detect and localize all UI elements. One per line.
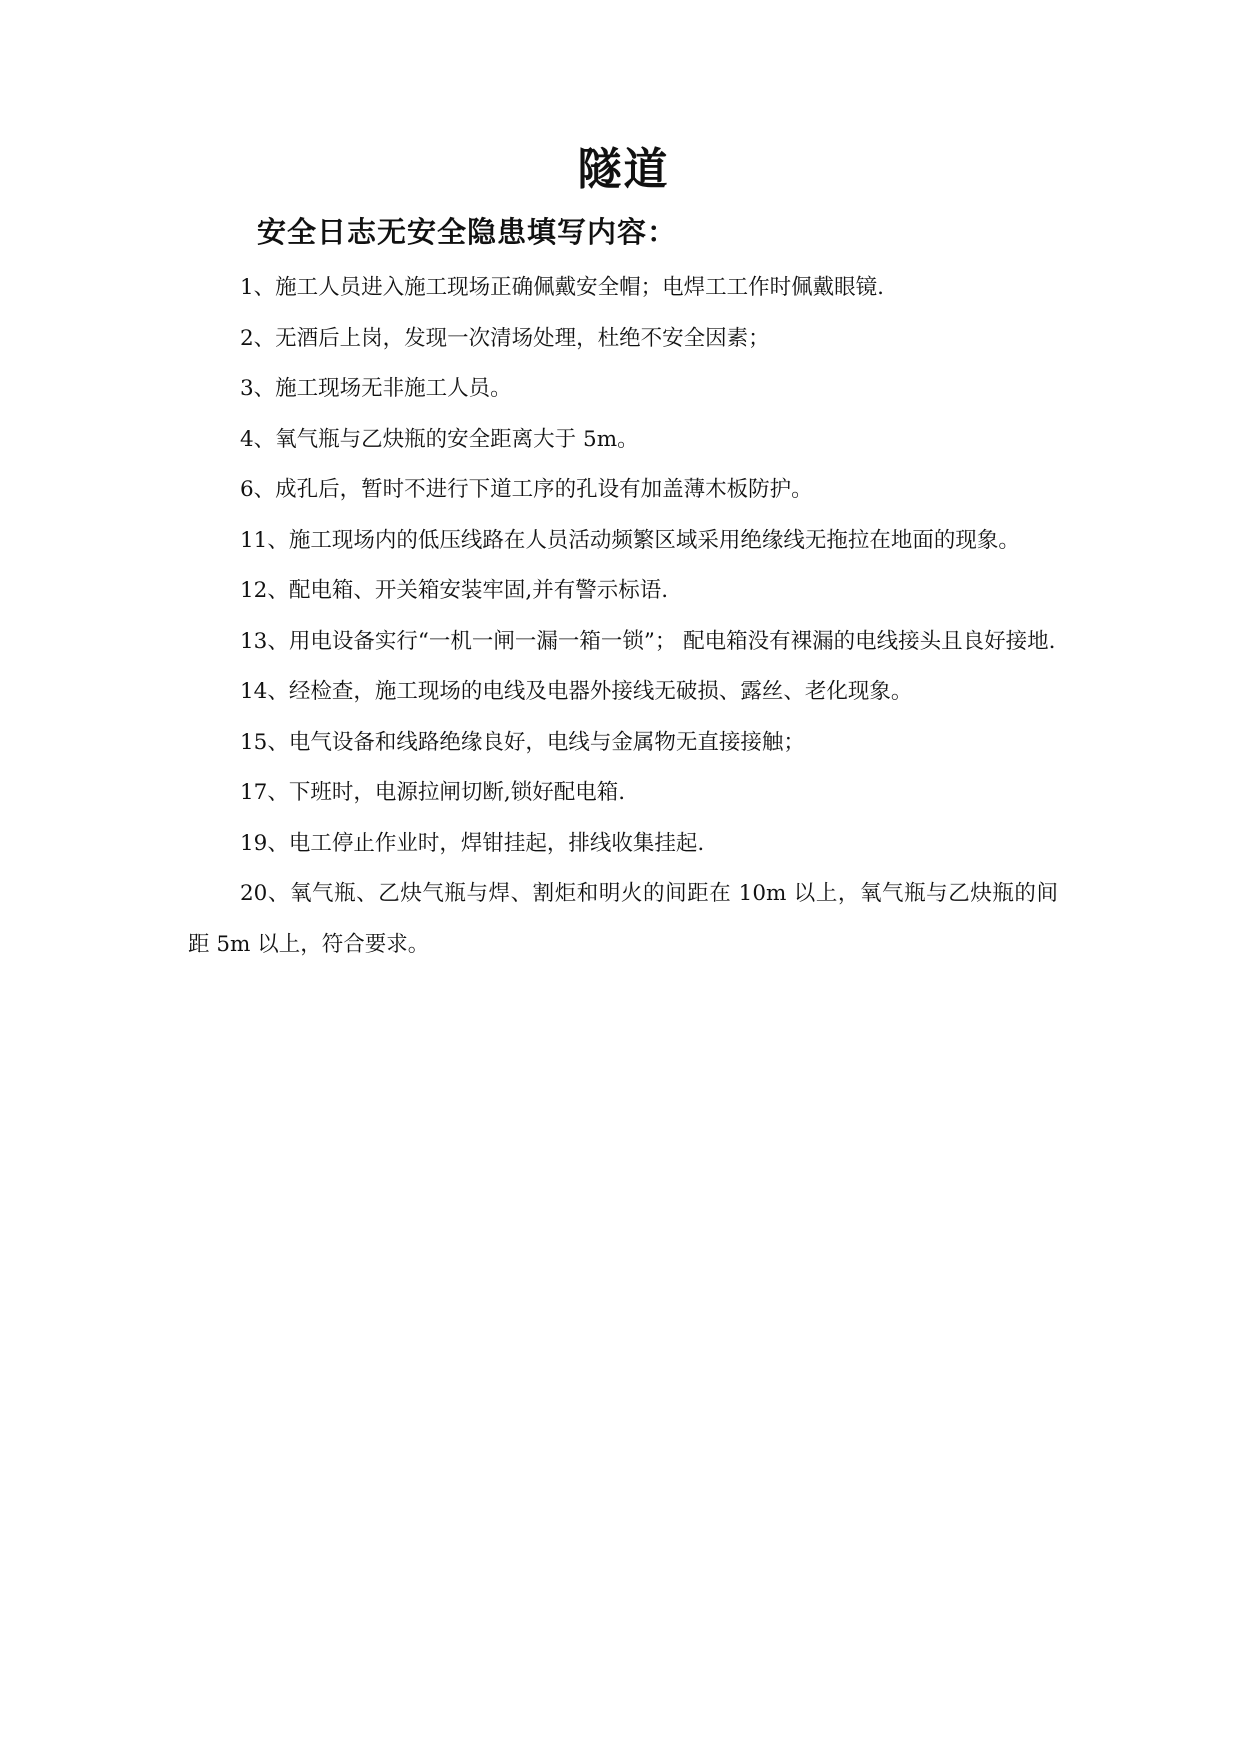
list-item: 13、用电设备实行“一机一闸一漏一箱一锁”； 配电箱没有裸漏的电线接头且良好接地.: [240, 628, 1056, 654]
list-item: 1、施工人员进入施工现场正确佩戴安全帽；电焊工工作时佩戴眼镜.: [240, 275, 885, 300]
list-item: 3、施工现场无非施工人员。: [240, 376, 512, 401]
document-title: [0, 142, 1241, 198]
list-item: 20、氧气瓶、乙炔气瓶与焊、割炬和明火的间距在 10m 以上，氧气瓶与乙炔瓶的间距 5m 以上，符合要求。: [188, 881, 1058, 957]
list-item: 15、电气设备和线路绝缘良好，电线与金属物无直接接触；: [240, 729, 805, 755]
list-item: 12、配电箱、开关箱安装牢固,并有警示标语.: [240, 578, 669, 603]
list-item: 14、经检查，施工现场的电线及电器外接线无破损、露丝、老化现象。: [240, 679, 913, 704]
list-item: 6、成孔后，暂时不进行下道工序的孔设有加盖薄木板防护。: [240, 477, 813, 502]
document-subtitle: 安全日志无安全隐患填写内容：: [257, 215, 678, 249]
document-title-text: 隧道: [577, 144, 670, 195]
list-item: 19、电工停止作业时，焊钳挂起，排线收集挂起.: [240, 830, 705, 856]
document-body: [188, 263, 1058, 970]
list-item: 2、无酒后上岗，发现一次清场处理，杜绝不安全因素；: [240, 325, 770, 351]
list-item: 4、氧气瓶与乙炔瓶的安全距离大于 5m。: [240, 426, 639, 452]
list-item: 17、下班时，电源拉闸切断,锁好配电箱.: [240, 780, 626, 805]
list-item: 11、施工现场内的低压线路在人员活动频繁区域采用绝缘线无拖拉在地面的现象。: [240, 527, 1020, 553]
